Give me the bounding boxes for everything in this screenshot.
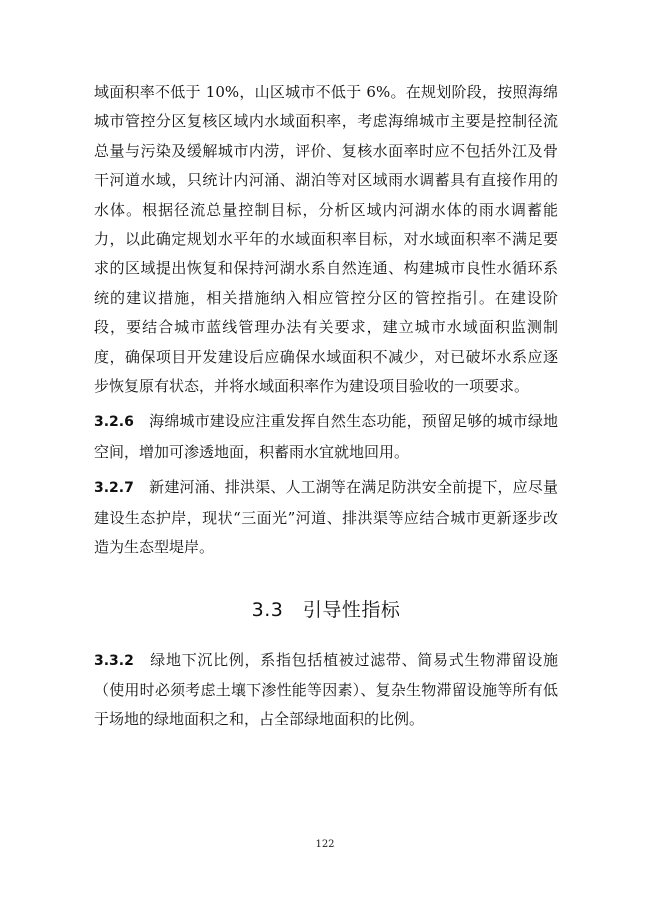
clause-number: 3.2.7 <box>94 480 134 497</box>
page-content <box>94 78 558 735</box>
clause-text: 海绵城市建设应注重发挥自然生态功能，预留足够的城市绿地空间，增加可渗透地面，积蓄雨水宜就地回用。 <box>94 412 558 461</box>
clause-number: 3.2.6 <box>94 414 134 431</box>
clause-text: 绿地下沉比例，系指包括植被过滤带、简易式生物滞留设施（使用时必须考虑土壤下渗性能等因素）、复杂生物滞留设施等所有低于场地的绿地面积之和，占全部绿地面积的比例。 <box>94 650 558 729</box>
body-paragraph: 域面积率不低于 10%，山区城市不低于 6%。在规划阶段，按照海绵城市管控分区复核区域内水域面积率，考虑海绵城市主要是控制径流总量与污染及缓解城市内涝，评价、复核水面率时应不包括外江及骨干河道水域，只统计内河涌、湖泊等对区域雨水调蓄具有直接作用的水体。根据径流总量控制目标，分析区域内河湖水体的雨水调蓄能力，以此确定规划水平年的水域面积率目标，对水域面积率不满足要求的区域提出恢复和保持河湖水系自然连通、构建城市良性水循环系统的建议措施，相关措施纳入相应管控分区的管控指引。在建设阶段，要结合城市蓝线管理办法有关要求，建立城市水域面积监测制度，确保项目开发建设后应确保水域面积不减少，对已破坏水系应逐步恢复原有状态，并将水域面积率作为建设项目验收的一项要求。 <box>94 83 558 396</box>
clause-3-2-6 <box>94 407 558 467</box>
page-number: 122 <box>315 839 335 850</box>
section-heading: 3.3 引导性指标 <box>251 598 401 621</box>
clause-text: 新建河涌、排洪渠、人工湖等在满足防洪安全前提下，应尽量建设生态护岸，现状“三面光”河道、排洪渠等应结合城市更新逐步改造为生态型堤岸。 <box>94 478 558 557</box>
clause-number: 3.3.2 <box>94 652 134 669</box>
clause-3-3-2 <box>94 646 558 735</box>
clause-3-2-7 <box>94 473 558 562</box>
